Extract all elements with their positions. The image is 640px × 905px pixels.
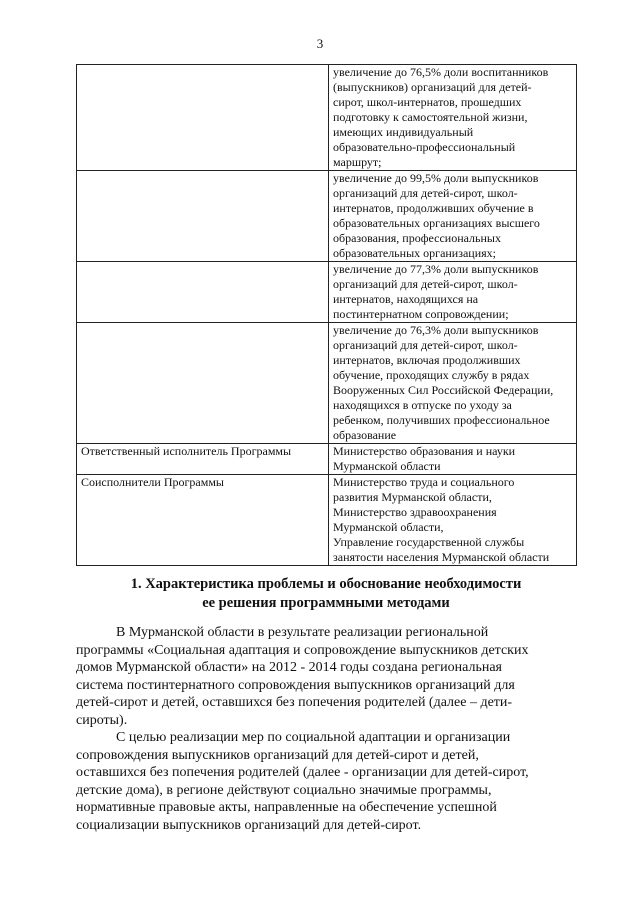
row-value-cell: увеличение до 76,5% доли воспитанников (выпускников) организаций для детей- сирот, школ-интернатов, прошедших подготовку к самостоятельной жизни, имеющих индивидуальный образовательно-профессиональный маршрут; xyxy=(329,65,577,171)
row-value-cell: Министерство образования и науки Мурманской области xyxy=(329,444,577,475)
table-row xyxy=(77,475,577,566)
section-heading: 1. Характеристика проблемы и обоснование необходимости ее решения программными методами xyxy=(130,576,522,611)
paragraph-2: С целью реализации мер по социальной адаптации и организации сопровождения выпускников организаций для детей-сирот и детей, оставшихся без попечения родителей (далее - организации для детей-сирот, детские дома), в регионе действуют социально значимые программы, нормативные правовые акты, направленные на обеспечение успешной социализации выпускников организаций для детей-сирот. xyxy=(76,730,529,833)
row-label-cell xyxy=(77,323,329,444)
table-row xyxy=(77,262,577,323)
page-number: 3 xyxy=(316,36,324,51)
table-body xyxy=(77,65,577,566)
body-text xyxy=(76,624,576,834)
row-label-cell xyxy=(77,262,329,323)
row-value-cell: Министерство труда и социального развития Мурманской области, Министерство здравоохранения Мурманской области, Управление государственной службы занятости населения Мурманской области xyxy=(329,475,577,566)
row-value-cell: увеличение до 99,5% доли выпускников организаций для детей-сирот, школ- интернатов, продолживших обучение в образовательных организациях высшего образования, профессиональных образовательных организациях; xyxy=(329,171,577,262)
table-row xyxy=(77,65,577,171)
table-row xyxy=(77,323,577,444)
row-value-cell: увеличение до 76,3% доли выпускников организаций для детей-сирот, школ- интернатов, включая продолживших обучение, проходящих службу в рядах Вооруженных Сил Российской Федерации, находящихся в отпуске по уходу за ребенком, получивших профессиональное образование xyxy=(329,323,577,444)
row-value-cell: увеличение до 77,3% доли выпускников организаций для детей-сирот, школ- интернатов, находящихся на постинтернатном сопровождении; xyxy=(329,262,577,323)
table-row xyxy=(77,444,577,475)
table-row xyxy=(77,171,577,262)
program-passport-table xyxy=(76,64,577,566)
row-label-cell xyxy=(77,65,329,171)
row-label-cell: Соисполнители Программы xyxy=(77,475,329,566)
row-label-cell: Ответственный исполнитель Программы xyxy=(77,444,329,475)
paragraph-1: В Мурманской области в результате реализации региональной программы «Социальная адаптация и сопровождение выпускников детских домов Мурманской области» на 2012 - 2014 годы создана региональная система постинтернатного сопровождения выпускников организаций для детей-сирот и детей, оставшихся без попечения родителей (далее – дети- сироты). xyxy=(76,625,529,728)
row-label-cell xyxy=(77,171,329,262)
